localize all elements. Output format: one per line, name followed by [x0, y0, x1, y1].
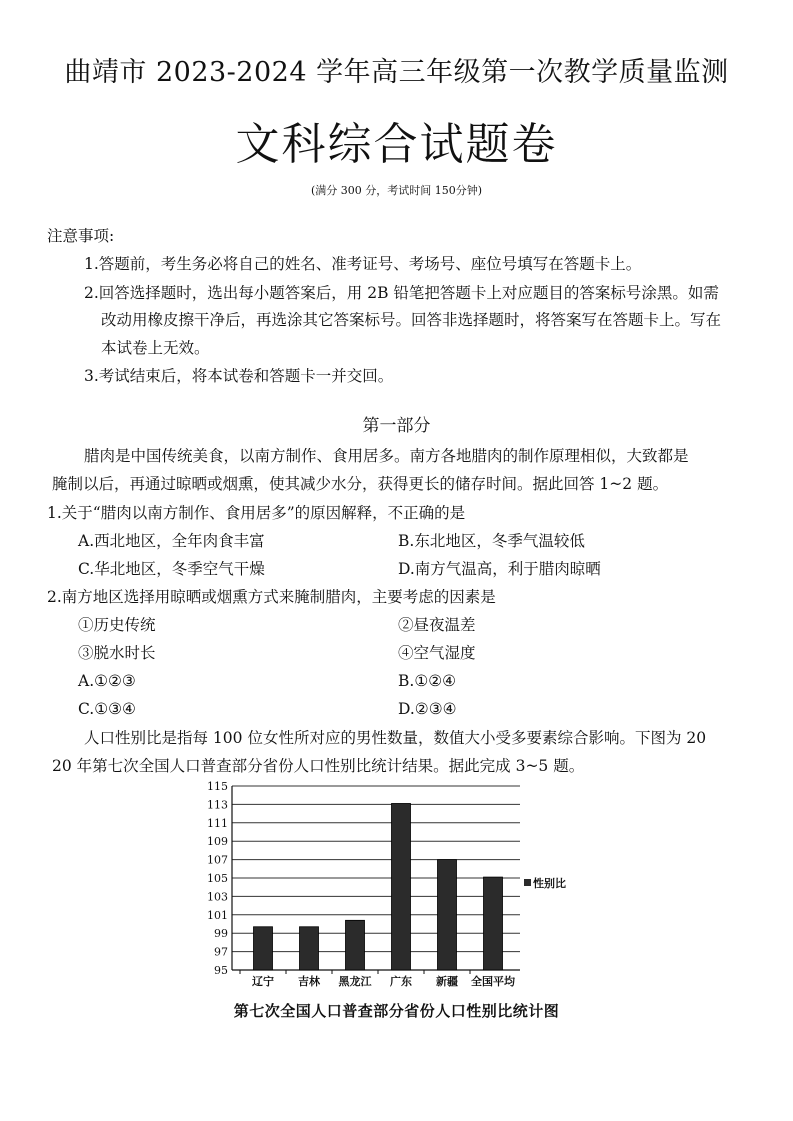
legend-swatch	[524, 879, 531, 886]
question-1-option-b: B.东北地区，冬季气温较低	[398, 532, 585, 550]
score-time: (满分 300 分，考试时间 150分钟)	[310, 184, 483, 197]
bar	[484, 877, 503, 970]
bar	[392, 803, 411, 970]
notice-item-2-line-1: 2.回答选择题时，选出每小题答案后，用 2B 铅笔把答题卡上对应题目的答案标号涂黑。如需	[84, 284, 719, 302]
chart-caption: 第七次全国人口普查部分省份人口性别比统计图	[233, 1002, 560, 1020]
question-2-option-c: C.①③④	[78, 700, 136, 718]
notice-item-2-line-3: 本试卷上无效。	[101, 339, 210, 357]
x-tick-label: 新疆	[436, 975, 458, 988]
question-1-stem: 1.关于“腊肉以南方制作、食用居多”的原因解释，不正确的是	[47, 504, 466, 522]
question-2-option-d: D.②③④	[398, 700, 457, 718]
notice-item-1: 1.答题前，考生务必将自己的姓名、准考证号、考场号、座位号填写在答题卡上。	[84, 255, 642, 273]
y-tick-label: 111	[207, 816, 228, 830]
question-1-option-a: A.西北地区，全年肉食丰富	[78, 532, 265, 550]
sex-ratio-chart	[200, 778, 566, 993]
passage-1-line-2: 腌制以后，再通过晾晒或烟熏，使其减少水分，获得更长的储存时间。据此回答 1~2 题。	[52, 475, 669, 493]
y-tick-label: 107	[207, 853, 228, 867]
question-2-option-a: A.①②③	[78, 672, 136, 690]
question-1-option-c: C.华北地区，冬季空气干燥	[78, 560, 265, 578]
y-tick-label: 113	[207, 798, 228, 812]
notice-heading: 注意事项:	[47, 227, 115, 245]
exam-title: 曲靖市 2023-2024 学年高三年级第一次教学质量监测	[64, 57, 729, 88]
y-tick-label: 105	[207, 872, 228, 885]
legend-label: 性别比	[533, 877, 566, 890]
x-tick-label: 吉林	[298, 975, 320, 988]
question-1-option-d: D.南方气温高，利于腊肉晾晒	[398, 560, 601, 578]
question-2-factor-3: ③脱水时长	[78, 644, 156, 662]
paper-title: 文科综合试题卷	[235, 119, 558, 170]
question-2-factor-4: ④空气湿度	[398, 644, 476, 662]
x-tick-label: 广东	[390, 975, 412, 988]
y-tick-label: 95	[214, 964, 228, 977]
bar	[254, 927, 273, 970]
y-tick-label: 115	[207, 780, 228, 793]
passage-2-line-2: 20 年第七次全国人口普查部分省份人口性别比统计结果。据此完成 3~5 题。	[52, 757, 585, 775]
question-2-option-b: B.①②④	[398, 672, 457, 690]
question-2-stem: 2.南方地区选择用晾晒或烟熏方式来腌制腊肉，主要考虑的因素是	[47, 588, 496, 606]
part-heading: 第一部分	[362, 416, 431, 436]
y-tick-label: 97	[214, 945, 228, 959]
passage-2-line-1: 人口性别比是指每 100 位女性所对应的男性数量，数值大小受多要素综合影响。下图为 20	[84, 729, 707, 747]
bar	[300, 927, 319, 970]
y-tick-label: 103	[207, 890, 228, 904]
x-tick-label: 黑龙江	[338, 975, 372, 988]
y-tick-label: 99	[214, 927, 228, 941]
notice-item-3: 3.考试结束后，将本试卷和答题卡一并交回。	[84, 367, 394, 385]
x-tick-label: 辽宁	[252, 975, 274, 988]
chart-canvas	[200, 778, 566, 993]
x-tick-label: 全国平均	[471, 975, 515, 988]
question-2-factor-1: ①历史传统	[78, 616, 156, 634]
notice-item-2-line-2: 改动用橡皮擦干净后，再选涂其它答案标号。回答非选择题时，将答案写在答题卡上。写在	[101, 311, 722, 329]
question-2-factor-2: ②昼夜温差	[398, 616, 476, 634]
y-tick-label: 101	[207, 908, 228, 922]
y-tick-label: 109	[207, 835, 228, 849]
passage-1-line-1: 腊肉是中国传统美食，以南方制作、食用居多。南方各地腊肉的制作原理相似，大致都是	[84, 447, 689, 465]
bar	[346, 920, 365, 970]
bar	[438, 860, 457, 970]
